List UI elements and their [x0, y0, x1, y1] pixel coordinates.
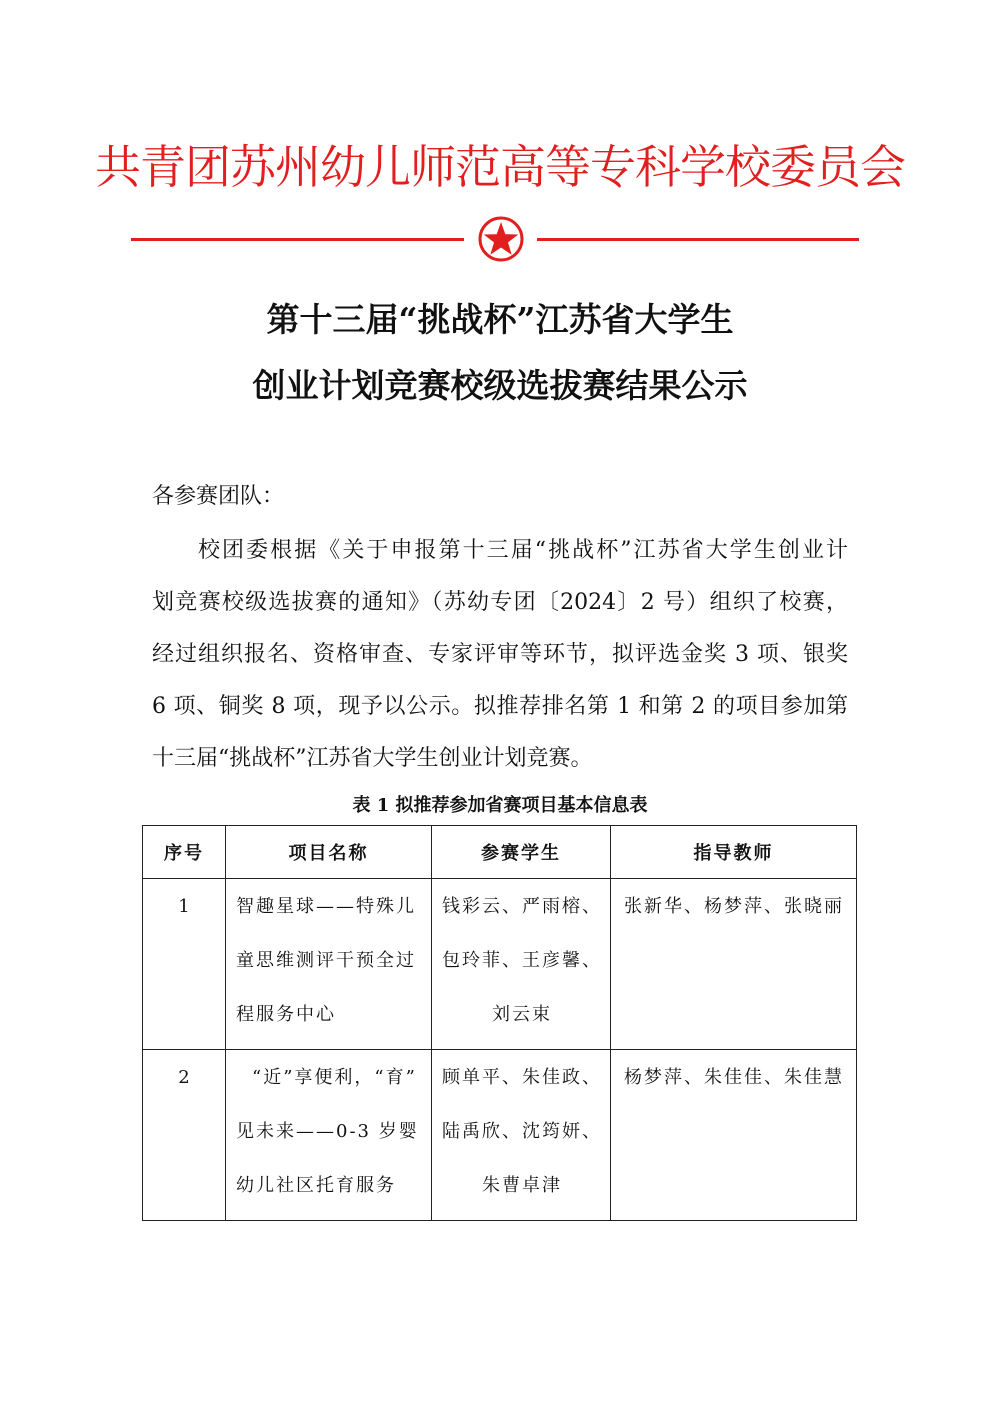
- body-line-5: 十三届“挑战杯”江苏省大学生创业计划竞赛。: [152, 746, 593, 771]
- header-divider-right: [537, 238, 859, 241]
- red-star-emblem-icon: [478, 216, 524, 262]
- students-line: 顾单平、朱佳政、: [442, 1067, 602, 1088]
- row-teachers: [611, 879, 857, 1050]
- students-line: 朱曹卓津: [482, 1175, 562, 1196]
- organization-header: 共青团苏州幼儿师范高等专科学校委员会: [95, 140, 905, 194]
- row-seq: 2: [143, 1050, 226, 1221]
- students-line: 刘云束: [492, 1004, 552, 1025]
- header-seq: 序号: [143, 826, 226, 879]
- teachers-line: 杨梦萍、朱佳佳、朱佳慧: [624, 1067, 844, 1088]
- table-caption: 表 1 拟推荐参加省赛项目基本信息表: [352, 795, 648, 816]
- project-name-line: “近”享便利，“育”: [252, 1067, 417, 1088]
- header-project-name: 项目名称: [226, 826, 432, 879]
- students-line: 钱彩云、严雨榕、: [442, 896, 602, 917]
- body-line-1: 校团委根据《关于申报第十三届“挑战杯”江苏省大学生创业计: [198, 538, 848, 563]
- header-divider-left: [131, 238, 464, 241]
- project-name-line: 智趣星球——特殊儿: [236, 896, 416, 917]
- project-name-line: 程服务中心: [236, 1004, 336, 1025]
- table-header-row: [143, 826, 857, 879]
- body-line-2: 划竞赛校级选拔赛的通知》（苏幼专团〔2024〕2 号）组织了校赛，: [152, 590, 848, 615]
- row-seq: 1: [143, 879, 226, 1050]
- project-name-line: 幼儿社区托育服务: [236, 1175, 396, 1196]
- students-line: 包玲菲、王彦馨、: [442, 950, 602, 971]
- header-teachers: 指导教师: [611, 826, 857, 879]
- header-students: 参赛学生: [432, 826, 611, 879]
- row-project-name: [226, 1050, 432, 1221]
- row-project-name: [226, 879, 432, 1050]
- table-row: [143, 1050, 857, 1221]
- row-students: [432, 1050, 611, 1221]
- document-title-line-1: 第十三届“挑战杯”江苏省大学生: [266, 300, 734, 339]
- emblem-star: [484, 222, 519, 255]
- teachers-line: 张新华、杨梦萍、张晓丽: [624, 896, 844, 917]
- project-name-line: 童思维测评干预全过: [236, 950, 416, 971]
- table-row: [143, 879, 857, 1050]
- row-students: [432, 879, 611, 1050]
- body-line-3: 经过组织报名、资格审查、专家评审等环节，拟评选金奖 3 项、银奖: [152, 642, 848, 667]
- document-title-line-2: 创业计划竞赛校级选拔赛结果公示: [252, 366, 748, 405]
- salutation: 各参赛团队：: [152, 484, 285, 509]
- row-teachers: [611, 1050, 857, 1221]
- students-line: 陆禹欣、沈筠妍、: [442, 1121, 602, 1142]
- body-line-4: 6 项、铜奖 8 项，现予以公示。拟推荐排名第 1 和第 2 的项目参加第: [152, 694, 848, 719]
- project-name-line: 见未来——0-3 岁婴: [236, 1121, 419, 1142]
- project-info-table: [142, 825, 857, 1221]
